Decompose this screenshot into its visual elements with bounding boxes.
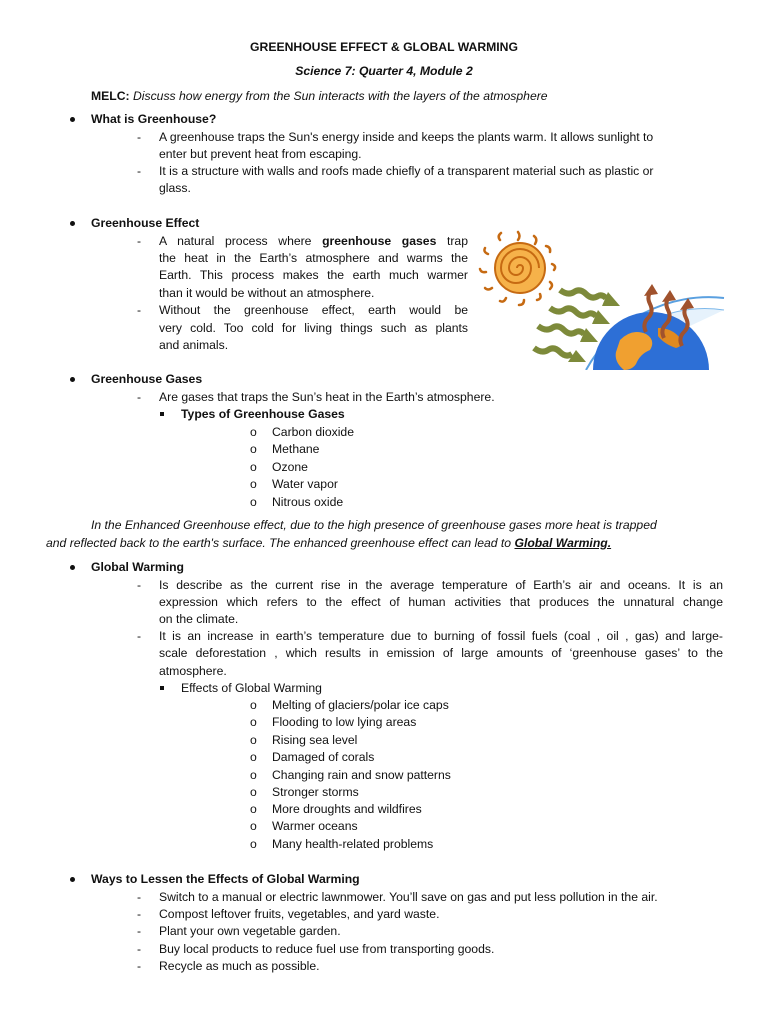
- section-heading-effect: Greenhouse Effect: [91, 216, 200, 230]
- circle-marker: o: [250, 768, 257, 782]
- dash-marker: -: [137, 130, 142, 144]
- circle-marker: o: [250, 802, 257, 816]
- effect-p1-post: trap: [446, 234, 468, 248]
- warming-p1-line2: expression which refers to the effect of human activities that produces the unnatural change: [159, 595, 723, 609]
- effect-p1-bold: greenhouse gases: [322, 234, 437, 248]
- ways-item: Recycle as much as possible.: [159, 959, 320, 973]
- gas-type-item: Ozone: [272, 460, 308, 474]
- circle-marker: o: [250, 425, 257, 439]
- gases-p1: Are gases that traps the Sun’s heat in the Earth’s atmosphere.: [159, 390, 495, 404]
- warming-p1-line1: Is describe as the current rise in the average temperature of Earth’s air and oceans. It is an: [159, 578, 723, 592]
- ways-item: Buy local products to reduce fuel use from transporting goods.: [159, 942, 495, 956]
- gas-type-item: Methane: [272, 442, 320, 456]
- effects-heading: Effects of Global Warming: [181, 681, 322, 695]
- page-title: GREENHOUSE EFFECT & GLOBAL WARMING: [250, 40, 518, 54]
- greenhouse-p1-line2: enter but prevent heat from escaping.: [159, 147, 362, 161]
- melc-text: Discuss how energy from the Sun interacts with the layers of the atmosphere: [132, 89, 548, 103]
- bullet-icon: [70, 377, 75, 382]
- section-heading-ways: Ways to Lessen the Effects of Global Warming: [91, 872, 360, 886]
- gas-type-item: Carbon dioxide: [272, 425, 354, 439]
- circle-marker: o: [250, 819, 257, 833]
- ways-item: Plant your own vegetable garden.: [159, 924, 341, 938]
- circle-marker: o: [250, 733, 257, 747]
- melc-label: MELC:: [91, 89, 130, 103]
- effect-p1-pre: A natural process where: [159, 234, 312, 248]
- ways-item: Compost leftover fruits, vegetables, and yard waste.: [159, 907, 440, 921]
- square-bullet-icon: [160, 686, 164, 690]
- effect-item: More droughts and wildfires: [272, 802, 422, 816]
- effect-p1-line1: [159, 233, 468, 250]
- circle-marker: o: [250, 785, 257, 799]
- effect-p2-line2: very cold. Too cold for living things such as plants: [159, 321, 468, 335]
- effect-p1-line3: Earth. This process makes the earth much warmer: [159, 268, 468, 282]
- enhanced-line2: [46, 535, 611, 552]
- greenhouse-p2-line1: It is a structure with walls and roofs made chiefly of a transparent material such as plastic or: [159, 164, 654, 178]
- dash-marker: -: [137, 578, 142, 592]
- effect-item: Flooding to low lying areas: [272, 715, 417, 729]
- melc-line: [91, 88, 548, 105]
- effect-item: Warmer oceans: [272, 819, 358, 833]
- gas-types-heading: Types of Greenhouse Gases: [181, 407, 345, 421]
- section-heading-greenhouse: What is Greenhouse?: [91, 112, 217, 126]
- square-bullet-icon: [160, 412, 164, 416]
- section-heading-gases: Greenhouse Gases: [91, 372, 203, 386]
- warming-p1-line3: on the climate.: [159, 612, 239, 626]
- dash-marker: -: [137, 890, 142, 904]
- warming-p2-line3: atmosphere.: [159, 664, 227, 678]
- warming-p2-line1: It is an increase in earth’s temperature due to burning of fossil fuels (coal , oil , gas) and large-: [159, 629, 723, 643]
- effect-p2-line3: and animals.: [159, 338, 229, 352]
- effect-p1-line4: than it would be without an atmosphere.: [159, 286, 375, 300]
- circle-marker: o: [250, 477, 257, 491]
- global-warming-emphasis: Global Warming.: [514, 536, 612, 550]
- circle-marker: o: [250, 460, 257, 474]
- dash-marker: -: [137, 629, 142, 643]
- dash-marker: -: [137, 390, 142, 404]
- ways-item: Switch to a manual or electric lawnmower. You’ll save on gas and put less pollution in the air.: [159, 890, 658, 904]
- dash-marker: -: [137, 907, 142, 921]
- gas-type-item: Nitrous oxide: [272, 495, 344, 509]
- circle-marker: o: [250, 837, 257, 851]
- effect-item: Many health-related problems: [272, 837, 434, 851]
- effect-item: Changing rain and snow patterns: [272, 768, 451, 782]
- enhanced-line2-text: and reflected back to the earth's surface. The enhanced greenhouse effect can lead to: [46, 536, 512, 550]
- enhanced-line1: In the Enhanced Greenhouse effect, due to the high presence of greenhouse gases more heat is trapped: [91, 518, 657, 532]
- effect-item: Melting of glaciers/polar ice caps: [272, 698, 449, 712]
- section-heading-warming: Global Warming: [91, 560, 184, 574]
- circle-marker: o: [250, 495, 257, 509]
- effect-item: Rising sea level: [272, 733, 358, 747]
- dash-marker: -: [137, 924, 142, 938]
- circle-marker: o: [250, 698, 257, 712]
- dash-marker: -: [137, 959, 142, 973]
- bullet-icon: [70, 877, 75, 882]
- effect-item: Damaged of corals: [272, 750, 375, 764]
- gas-type-item: Water vapor: [272, 477, 338, 491]
- circle-marker: o: [250, 750, 257, 764]
- bullet-icon: [70, 565, 75, 570]
- dash-marker: -: [137, 303, 142, 317]
- greenhouse-p1-line1: A greenhouse traps the Sun's energy inside and keeps the plants warm. It allows sunlight to: [159, 130, 654, 144]
- greenhouse-effect-illustration: [478, 228, 728, 370]
- sun-icon: [480, 232, 555, 305]
- effect-item: Stronger storms: [272, 785, 359, 799]
- page-subtitle: Science 7: Quarter 4, Module 2: [295, 64, 473, 78]
- bullet-icon: [70, 221, 75, 226]
- bullet-icon: [70, 117, 75, 122]
- dash-marker: -: [137, 942, 142, 956]
- warming-p2-line2: scale deforestation , which results in emission of large amounts of ‘greenhouse gases’ to the: [159, 646, 723, 660]
- dash-marker: -: [137, 164, 142, 178]
- effect-p2-line1: Without the greenhouse effect, earth would be: [159, 303, 468, 317]
- circle-marker: o: [250, 442, 257, 456]
- dash-marker: -: [137, 234, 142, 248]
- effect-p1-line2: the heat in the Earth’s atmosphere and warms the: [159, 251, 468, 265]
- circle-marker: o: [250, 715, 257, 729]
- greenhouse-p2-line2: glass.: [159, 181, 191, 195]
